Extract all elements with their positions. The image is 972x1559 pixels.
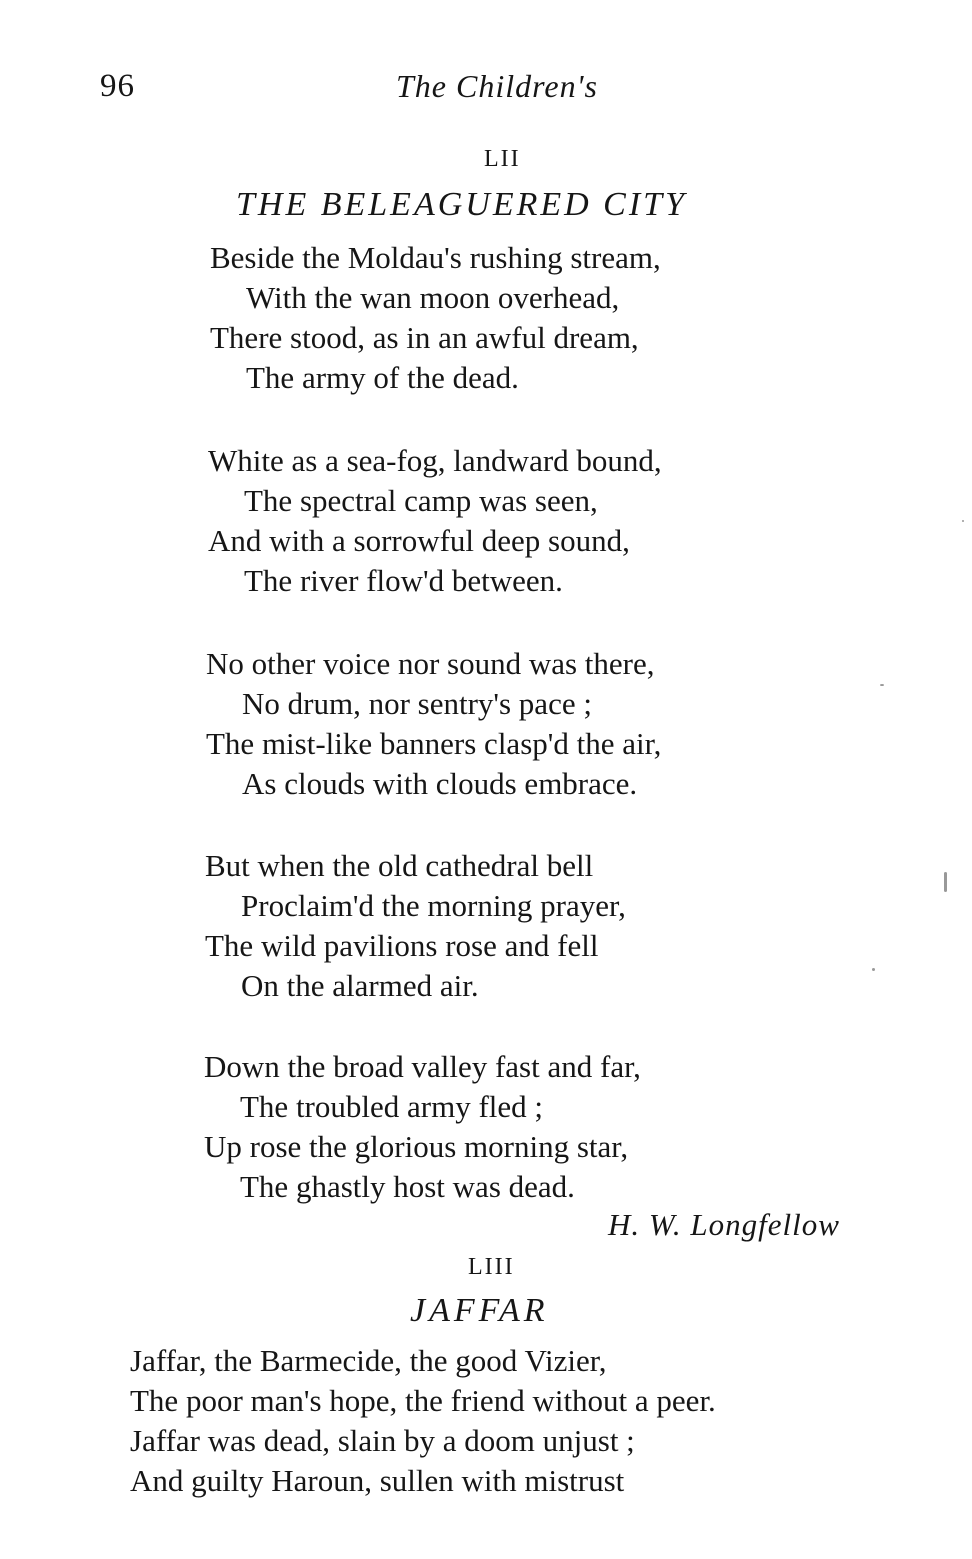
poem-title-jaffar: JAFFAR [410,1292,549,1329]
verse-line: The wild pavilions rose and fell [205,928,599,963]
stanza-3 [206,644,661,804]
verse-line: No other voice nor sound was there, [206,646,655,681]
verse-line: With the wan moon overhead, [246,280,620,315]
running-title: The Children's [396,68,598,104]
stanza-jaffar [130,1341,716,1501]
verse-line: The river flow'd between. [244,563,563,598]
scan-speck [944,872,947,892]
scan-speck [880,684,884,686]
poem-numeral-lii: LII [484,146,521,172]
verse-line: And guilty Haroun, sullen with mistrust [130,1463,625,1498]
poem-numeral-liii: LIII [468,1254,515,1280]
poem-title-beleaguered-city: THE BELEAGUERED CITY [236,186,687,223]
stanza-2 [208,441,662,601]
verse-line: But when the old cathedral bell [205,848,594,883]
verse-line: The army of the dead. [246,360,519,395]
scan-speck [872,968,875,971]
stanza-4 [205,846,626,1006]
verse-line: The mist-like banners clasp'd the air, [206,726,662,761]
verse-line: The poor man's hope, the friend without a peer. [130,1383,716,1418]
verse-line: No drum, nor sentry's pace ; [242,686,592,721]
verse-line: And with a sorrowful deep sound, [208,523,630,558]
verse-line: On the alarmed air. [241,968,479,1003]
verse-line: The troubled army fled ; [240,1089,544,1124]
verse-line: As clouds with clouds embrace. [242,766,638,801]
verse-line: Jaffar, the Barmecide, the good Vizier, [130,1343,607,1378]
stanza-1 [210,238,661,398]
verse-line: The spectral camp was seen, [244,483,598,518]
verse-line: White as a sea-fog, landward bound, [208,443,662,478]
verse-line: Proclaim'd the morning prayer, [241,888,626,923]
poem-attribution: H. W. Longfellow [608,1207,840,1242]
verse-line: Jaffar was dead, slain by a doom unjust ; [130,1423,635,1458]
stanza-5 [204,1047,641,1207]
page-number: 96 [100,68,135,104]
verse-line: Down the broad valley fast and far, [204,1049,641,1084]
verse-line: The ghastly host was dead. [240,1169,575,1204]
verse-line: Beside the Moldau's rushing stream, [210,240,661,275]
verse-line: Up rose the glorious morning star, [204,1129,629,1164]
verse-line: There stood, as in an awful dream, [210,320,639,355]
scan-speck [962,520,964,522]
